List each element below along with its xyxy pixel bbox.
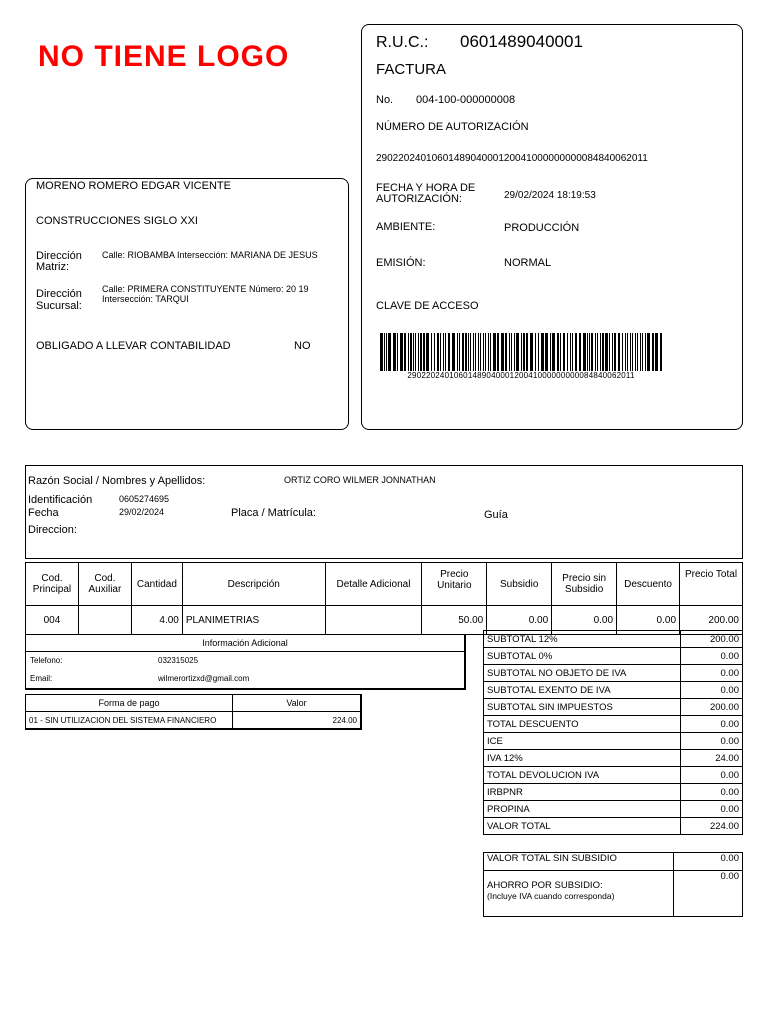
auth-datetime-value: 29/02/2024 18:19:53 [504, 190, 596, 201]
buyer-date-value: 29/02/2024 [119, 507, 165, 517]
cell-aux [78, 606, 131, 635]
buyer-id-label: Identificación [28, 494, 93, 506]
matrix-address-label-1: Dirección [36, 250, 82, 262]
total-label: IRBPNR [484, 784, 681, 801]
additional-info-title: Información Adicional [26, 635, 464, 652]
table-row [484, 801, 743, 818]
payment-method-header: Forma de pago [26, 695, 233, 712]
total-value: 200.00 [681, 699, 743, 716]
logo-placeholder-text: NO TIENE LOGO [38, 40, 290, 73]
email-value: wilmerortizxd@gmail.com [158, 674, 250, 683]
buyer-box [25, 465, 743, 559]
buyer-id-value: 0605274695 [119, 494, 170, 504]
col-detail: Detalle Adicional [325, 563, 422, 606]
cell-total: 200.00 [680, 606, 743, 635]
authorization-number: 2902202401060148904000120041000000000084840062011 [376, 153, 648, 164]
barcode [380, 333, 662, 371]
total-value: 0.00 [681, 716, 743, 733]
total-value: 0.00 [681, 733, 743, 750]
col-subsidy: Subsidio [487, 563, 552, 606]
total-value: 0.00 [681, 784, 743, 801]
total-label: TOTAL DESCUENTO [484, 716, 681, 733]
payment-table [25, 694, 362, 730]
buyer-date-label: Fecha [28, 507, 59, 519]
table-row [484, 716, 743, 733]
subsidy-totals-table [483, 852, 743, 917]
payment-header-row [26, 695, 362, 712]
total-label: PROPINA [484, 801, 681, 818]
auth-datetime-label-2: AUTORIZACIÓN: [376, 193, 462, 205]
table-row [484, 631, 743, 648]
col-total: Precio Total [680, 563, 743, 606]
phone-value: 032315025 [158, 656, 199, 665]
email-label: Email: [30, 674, 53, 683]
total-value: 200.00 [681, 631, 743, 648]
ruc-label: R.U.C.: [376, 34, 429, 51]
emission-value: NORMAL [504, 257, 552, 269]
cell-unit-price: 50.00 [422, 606, 487, 635]
col-quantity: Cantidad [131, 563, 182, 606]
table-row [484, 871, 743, 917]
table-row [484, 699, 743, 716]
savings-cell [484, 871, 674, 917]
total-label: SUBTOTAL 0% [484, 648, 681, 665]
document-type: FACTURA [376, 61, 447, 78]
cell-subsidy: 0.00 [487, 606, 552, 635]
total-value: 0.00 [681, 665, 743, 682]
branch-address-label-2: Sucursal: [36, 300, 82, 312]
plate-label: Placa / Matrícula: [231, 507, 316, 519]
table-row [484, 784, 743, 801]
col-cod-principal: Cod. Principal [26, 563, 79, 606]
table-row [484, 767, 743, 784]
invoice-number-label: No. [376, 94, 394, 106]
accounting-label: OBLIGADO A LLEVAR CONTABILIDAD [36, 340, 231, 352]
table-row [484, 648, 743, 665]
savings-label: AHORRO POR SUBSIDIO: [487, 880, 603, 891]
invoice-number: 004-100-000000008 [416, 94, 516, 106]
total-value: 0.00 [681, 682, 743, 699]
total-value: 24.00 [681, 750, 743, 767]
total-value: 0.00 [681, 767, 743, 784]
cell-discount: 0.00 [617, 606, 680, 635]
col-discount: Descuento [617, 563, 680, 606]
environment-label: AMBIENTE: [376, 221, 436, 233]
table-row [484, 750, 743, 767]
total-value: 0.00 [681, 801, 743, 818]
table-row [484, 733, 743, 750]
access-key-label: CLAVE DE ACCESO [376, 300, 479, 312]
total-value: 224.00 [681, 818, 743, 835]
table-row [484, 818, 743, 835]
phone-label: Telefono: [30, 656, 63, 665]
table-row [484, 665, 743, 682]
col-description: Descripción [182, 563, 325, 606]
accounting-value: NO [294, 340, 311, 352]
no-subsidy-label: VALOR TOTAL SIN SUBSIDIO [484, 853, 674, 871]
cell-desc: PLANIMETRIAS [182, 606, 325, 635]
payment-value-header: Valor [233, 695, 362, 712]
branch-address-value-2: Intersección: TARQUI [102, 294, 189, 304]
total-label: SUBTOTAL 12% [484, 631, 681, 648]
issuer-box [25, 178, 349, 430]
items-header-row [26, 563, 743, 606]
total-label: ICE [484, 733, 681, 750]
total-label: SUBTOTAL NO OBJETO DE IVA [484, 665, 681, 682]
cell-cod: 004 [26, 606, 79, 635]
ruc-value: 0601489040001 [460, 32, 583, 51]
table-row [484, 853, 743, 871]
barcode-text: 2902202401060148904000120041000000000084840062011 [407, 371, 635, 380]
savings-value: 0.00 [674, 871, 743, 917]
total-label: TOTAL DEVOLUCION IVA [484, 767, 681, 784]
total-label: VALOR TOTAL [484, 818, 681, 835]
issuer-trade-name: CONSTRUCCIONES SIGLO XXI [36, 215, 198, 227]
invoice-header-box [361, 24, 743, 430]
savings-note: (Incluye IVA cuando corresponda) [487, 891, 615, 901]
buyer-name-value: ORTIZ CORO WILMER JONNATHAN [284, 475, 436, 485]
environment-value: PRODUCCIÓN [504, 222, 580, 234]
branch-address-value-1: Calle: PRIMERA CONSTITUYENTE Número: 20 19 [102, 284, 309, 294]
additional-info-box [25, 634, 466, 690]
col-unit-price: Precio Unitario [422, 563, 487, 606]
total-label: SUBTOTAL EXENTO DE IVA [484, 682, 681, 699]
totals-table [483, 630, 743, 835]
cell-qty: 4.00 [131, 606, 182, 635]
total-label: SUBTOTAL SIN IMPUESTOS [484, 699, 681, 716]
emission-label: EMISIÓN: [376, 257, 426, 269]
payment-method: 01 - SIN UTILIZACION DEL SISTEMA FINANCIERO [26, 712, 233, 730]
cell-price-no-subsidy: 0.00 [552, 606, 617, 635]
payment-value: 224.00 [233, 712, 362, 730]
branch-address-label-1: Dirección [36, 288, 82, 300]
authorization-label: NÚMERO DE AUTORIZACIÓN [376, 121, 529, 133]
buyer-name-label: Razón Social / Nombres y Apellidos: [28, 475, 206, 487]
table-row [484, 682, 743, 699]
guide-label: Guía [484, 509, 508, 521]
issuer-name: MORENO ROMERO EDGAR VICENTE [36, 180, 231, 192]
auth-datetime-label-1: FECHA Y HORA DE [376, 182, 476, 194]
total-value: 0.00 [681, 648, 743, 665]
cell-detail [325, 606, 422, 635]
table-row [26, 712, 362, 730]
matrix-address-value: Calle: RIOBAMBA Intersección: MARIANA DE JESUS [102, 250, 318, 260]
items-table [25, 562, 743, 635]
col-price-no-subsidy: Precio sin Subsidio [552, 563, 617, 606]
buyer-address-label: Direccion: [28, 524, 77, 536]
matrix-address-label-2: Matriz: [36, 261, 69, 273]
total-label: IVA 12% [484, 750, 681, 767]
col-cod-auxiliar: Cod. Auxiliar [78, 563, 131, 606]
no-subsidy-value: 0.00 [674, 853, 743, 871]
